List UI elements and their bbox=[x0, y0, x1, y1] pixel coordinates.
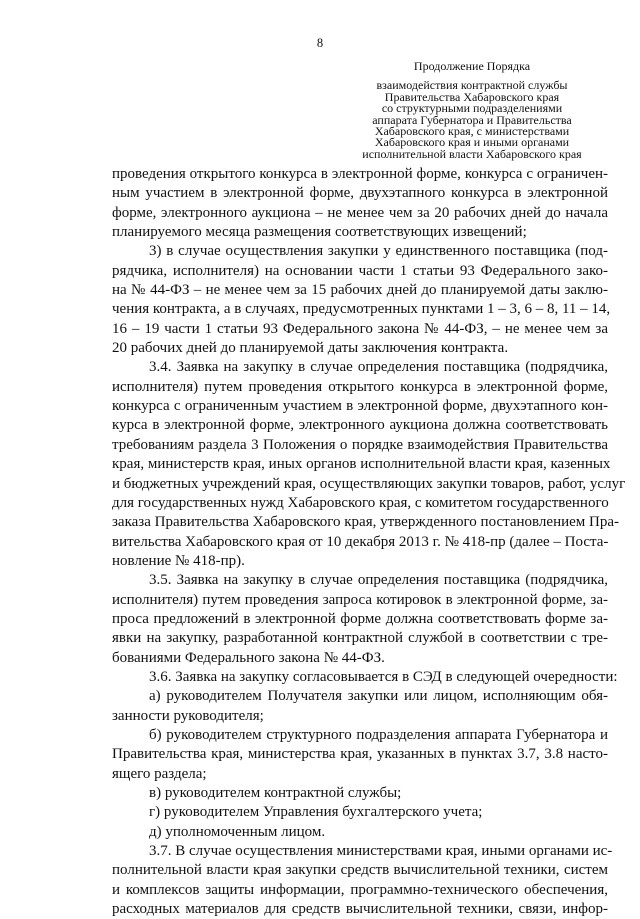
body-line: рядчика, исполнителя) на основании части 1 статьи 93 Федерального зако- bbox=[112, 262, 608, 279]
body-line: края, министерств края, иных органов исполнительной власти края, казенных bbox=[112, 456, 611, 473]
document-body bbox=[112, 165, 626, 919]
body-line: а) руководителем Получателя закупки или лицом, исполняющим обя- bbox=[149, 688, 608, 705]
header-line: исполнительной власти Хабаровского края bbox=[362, 146, 582, 161]
body-line: чения контракта, а в случаях, предусмотренных пунктами 1 – 3, 6 – 8, 11 – 14, bbox=[112, 301, 611, 318]
body-line: бованиями Федерального закона № 44-ФЗ. bbox=[112, 649, 385, 666]
continuation-header bbox=[346, 61, 598, 160]
body-line: новление № 418-пр). bbox=[112, 552, 245, 569]
body-line: форме, электронного аукциона – не менее чем за 20 рабочих дней до начала bbox=[112, 204, 608, 221]
body-line: 20 рабочих дней до планируемой даты заключения контракта. bbox=[112, 340, 509, 357]
header-line: со структурными подразделениями bbox=[381, 101, 563, 116]
body-line: явки на закупку, разработанной контрактной службой в соответствии с тре- bbox=[112, 630, 608, 647]
body-line: на № 44-ФЗ – не менее чем за 15 рабочих дней до планируемой даты заклю- bbox=[112, 282, 608, 299]
body-line: 3.4. Заявка на закупку в случае определения поставщика (подрядчика, bbox=[149, 359, 608, 376]
body-line: для государственных нужд Хабаровского края, с комитетом государственного bbox=[112, 494, 609, 511]
body-line: исполнителя) путем проведения открытого конкурса в электронной форме, bbox=[112, 378, 608, 395]
body-line: б) руководителем структурного подразделения аппарата Губернатора и bbox=[149, 726, 608, 743]
body-line: 3.6. Заявка на закупку согласовывается в СЭД в следующей очередности: bbox=[149, 668, 618, 685]
body-line: полнительной власти края закупки средств вычислительной техники, систем bbox=[112, 862, 608, 879]
body-line: вительства Хабаровского края от 10 декабря 2013 г. № 418-пр (далее – Поста- bbox=[112, 533, 609, 550]
header-line: Правительства Хабаровского края bbox=[384, 89, 560, 104]
body-line: исполнителя) путем проведения запроса котировок в электронной форме, за- bbox=[112, 591, 608, 608]
body-line: 3.7. В случае осуществления министерствами края, иными органами ис- bbox=[149, 843, 613, 860]
body-line: проведения открытого конкурса в электронной форме, конкурса с ограничен- bbox=[112, 166, 608, 182]
body-line: требованиям раздела 3 Положения о порядке взаимодействия Правительства bbox=[112, 436, 608, 453]
body-line: ным участием в электронной форме, двухэтапного конкурса в электронной bbox=[112, 185, 608, 202]
body-line: д) уполномоченным лицом. bbox=[149, 823, 326, 840]
body-line: ящего раздела; bbox=[112, 765, 207, 782]
body-line: конкурса с ограниченным участием в электронной форме, двухэтапного кон- bbox=[112, 398, 608, 415]
body-line: расходных материалов для средств вычислительной техники, связи, инфор- bbox=[112, 901, 608, 918]
body-line: Правительства края, министерства края, указанных в пунктах 3.7, 3.8 насто- bbox=[112, 746, 608, 763]
body-line: курса в электронной форме, электронного аукциона должна соответствовать bbox=[112, 417, 608, 434]
body-line: 3) в случае осуществления закупки у единственного поставщика (под- bbox=[149, 243, 608, 260]
header-line: взаимодействия контрактной службы bbox=[376, 78, 568, 93]
body-line: проса предложений в электронной форме должна соответствовать форме за- bbox=[112, 610, 608, 627]
header-line: Хабаровского края, с министерствами bbox=[374, 124, 570, 139]
body-line: и комплексов защиты информации, программно-технического обеспечения, bbox=[112, 881, 608, 898]
body-line: заказа Правительства Хабаровского края, утвержденного постановлением Пра- bbox=[112, 514, 620, 531]
header-line: Хабаровского края и иными органами bbox=[374, 135, 570, 150]
body-line: 16 – 19 части 1 статьи 93 Федерального закона № 44-ФЗ, – не менее чем за bbox=[112, 320, 608, 337]
header-line: Продолжение Порядка bbox=[413, 59, 531, 73]
body-line: 3.5. Заявка на закупку в случае определения поставщика (подрядчика, bbox=[149, 572, 608, 589]
body-line: г) руководителем Управления бухгалтерского учета; bbox=[149, 804, 483, 821]
header-line: аппарата Губернатора и Правительства bbox=[372, 112, 572, 127]
body-line: в) руководителем контрактной службы; bbox=[149, 785, 402, 801]
body-line: планируемого месяца размещения соответствующих извещений; bbox=[112, 224, 527, 241]
page-number: 8 bbox=[316, 36, 324, 50]
body-line: и бюджетных учреждений края, осуществляющих закупки товаров, работ, услуг bbox=[112, 475, 626, 492]
body-line: занности руководителя; bbox=[112, 707, 264, 724]
